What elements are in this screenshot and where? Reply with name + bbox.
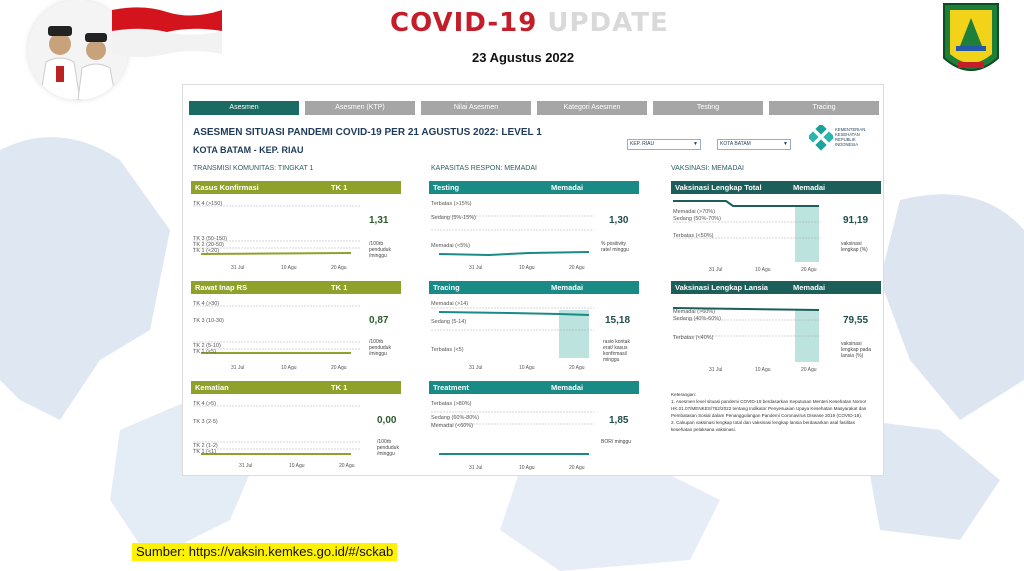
- tab-bar: [189, 101, 879, 115]
- rawat-value: 0,87: [369, 315, 389, 326]
- tab-asesmen-ktp[interactable]: Asesmen (KTP): [305, 101, 415, 115]
- assessment-title: ASESMEN SITUASI PANDEMI COVID-19 PER 21 AGUSTUS 2022: LEVEL 1: [193, 127, 542, 138]
- kematian-value: 0,00: [377, 415, 397, 426]
- card-header: Testing Memadai: [429, 181, 639, 194]
- tab-asesmen[interactable]: Asesmen: [189, 101, 299, 115]
- transmisi-heading: TRANSMISI KOMUNITAS: TINGKAT 1: [193, 165, 314, 172]
- card-header: Tracing Memadai: [429, 281, 639, 294]
- city-select[interactable]: KOTA BATAM ▼: [717, 139, 791, 150]
- kematian-chart: [191, 394, 401, 473]
- kasus-value: 1,31: [369, 215, 389, 226]
- card-header: Vaksinasi Lengkap Total Memadai: [671, 181, 881, 194]
- kasus-konfirmasi-card: Kasus Konfirmasi TK 1 TK 4 (>150) TK 3 (50-150) TK 2 (20-50) TK 1 (<20) 1,31 /100rb penduduk /minggu 31 Jul 10 Agu 20 Agu: [191, 181, 401, 273]
- card-header: Rawat Inap RS TK 1: [191, 281, 401, 294]
- indonesia-flag-icon: [112, 4, 222, 58]
- tab-nilai-asesmen[interactable]: Nilai Asesmen: [421, 101, 531, 115]
- kemenkes-logo: KEMENTERIAN KESEHATAN REPUBLIK INDONESIA: [809, 125, 875, 153]
- kapasitas-heading: KAPASITAS RESPON: MEMADAI: [431, 165, 537, 172]
- testing-card: Testing Memadai Terbatas (>15%) Sedang (5%-15%) Memadai (<5%) 1,30 % positivity rate/ minggu 31 Jul 10 Agu 20 Agu: [429, 181, 639, 273]
- page-title: COVID-19 UPDATE: [390, 8, 669, 38]
- card-header: Treatment Memadai: [429, 381, 639, 394]
- vaksinasi-total-value: 91,19: [843, 215, 869, 226]
- tracing-value: 15,18: [605, 315, 631, 326]
- chevron-down-icon: ▼: [693, 141, 698, 147]
- source-link: Sumber: https://vaksin.kemkes.go.id/#/sckab: [132, 543, 397, 561]
- tab-testing[interactable]: Testing: [653, 101, 763, 115]
- testing-value: 1,30: [609, 215, 629, 226]
- card-header: Kasus Konfirmasi TK 1: [191, 181, 401, 194]
- chevron-down-icon: ▼: [783, 141, 788, 147]
- tracing-card: Tracing Memadai Memadai (>14) Sedang (5-14) Terbatas (<5) 15,18 rasio kontak erat/ kasus konfirmasi/ minggu 31 Jul 10 Agu 20 Agu: [429, 281, 639, 373]
- vaksinasi-lansia-value: 79,55: [843, 315, 869, 326]
- batam-crest-logo: [940, 2, 1002, 82]
- report-date: 23 Agustus 2022: [472, 50, 575, 65]
- region-subtitle: KOTA BATAM - KEP. RIAU: [193, 145, 304, 155]
- province-select[interactable]: KEP. RIAU ▼: [627, 139, 701, 150]
- kasus-chart: [191, 194, 401, 273]
- keterangan-notes: Keterangan: 1. Asesmen level situasi pandemi COVID-19 berdasarkan Keputusan Menteri Kesehatan Nomor HK.01.07/MENKES/762/2022 tentang Indikator Penyesuaian Upaya Kesehatan Masyarakat dan Pembatasan Sosial dalam Penanggulangan Pandemi Coronavirus Disease 2019 (COVID-19). 2. Cakupan vaksinasi lengkap total dan vaksinasi lengkap lansia berdasarkan asal fasilitas kesehatan pelaksana vaksinasi.: [671, 392, 867, 432]
- vaksinasi-lansia-card: Vaksinasi Lengkap Lansia Memadai Memadai (>60%) Sedang (40%-60%) Terbatas (<40%) 79,55 vaksinasi lengkap pada lansia (%) 31 Jul 10 Agu 20 Agu: [671, 281, 881, 375]
- card-header: Kematian TK 1: [191, 381, 401, 394]
- treatment-card: Treatment Memadai Terbatas (>80%) Sedang (60%-80%) Memadai (<60%) 1,85 BOR/ minggu 31 Jul 10 Agu 20 Agu: [429, 381, 639, 473]
- dashboard-panel: [182, 84, 884, 476]
- tab-tracing[interactable]: Tracing: [769, 101, 879, 115]
- tab-kategori-asesmen[interactable]: Kategori Asesmen: [537, 101, 647, 115]
- vaksinasi-total-card: Vaksinasi Lengkap Total Memadai Memadai (>70%) Sedang (50%-70%) Terbatas (<50%) 91,19 vaksinasi lengkap (%) 31 Jul 10 Agu 20 Agu: [671, 181, 881, 275]
- card-header: Vaksinasi Lengkap Lansia Memadai: [671, 281, 881, 294]
- rawat-chart: [191, 294, 401, 373]
- treatment-value: 1,85: [609, 415, 629, 426]
- vaksinasi-lansia-chart: [671, 294, 881, 373]
- vaksinasi-heading: VAKSINASI: MEMADAI: [671, 165, 744, 172]
- kematian-card: Kematian TK 1 TK 4 (>5) TK 3 (2-5) TK 2 (1-2) TK 1 (<1) 0,00 /100rb penduduk /minggu 31 Jul 10 Agu 20 Agu: [191, 381, 401, 473]
- rawat-inap-card: Rawat Inap RS TK 1 TK 4 (>30) TK 3 (10-30) TK 2 (5-10) TK 1 (<5) 0,87 /100rb penduduk /minggu 31 Jul 10 Agu 20 Agu: [191, 281, 401, 373]
